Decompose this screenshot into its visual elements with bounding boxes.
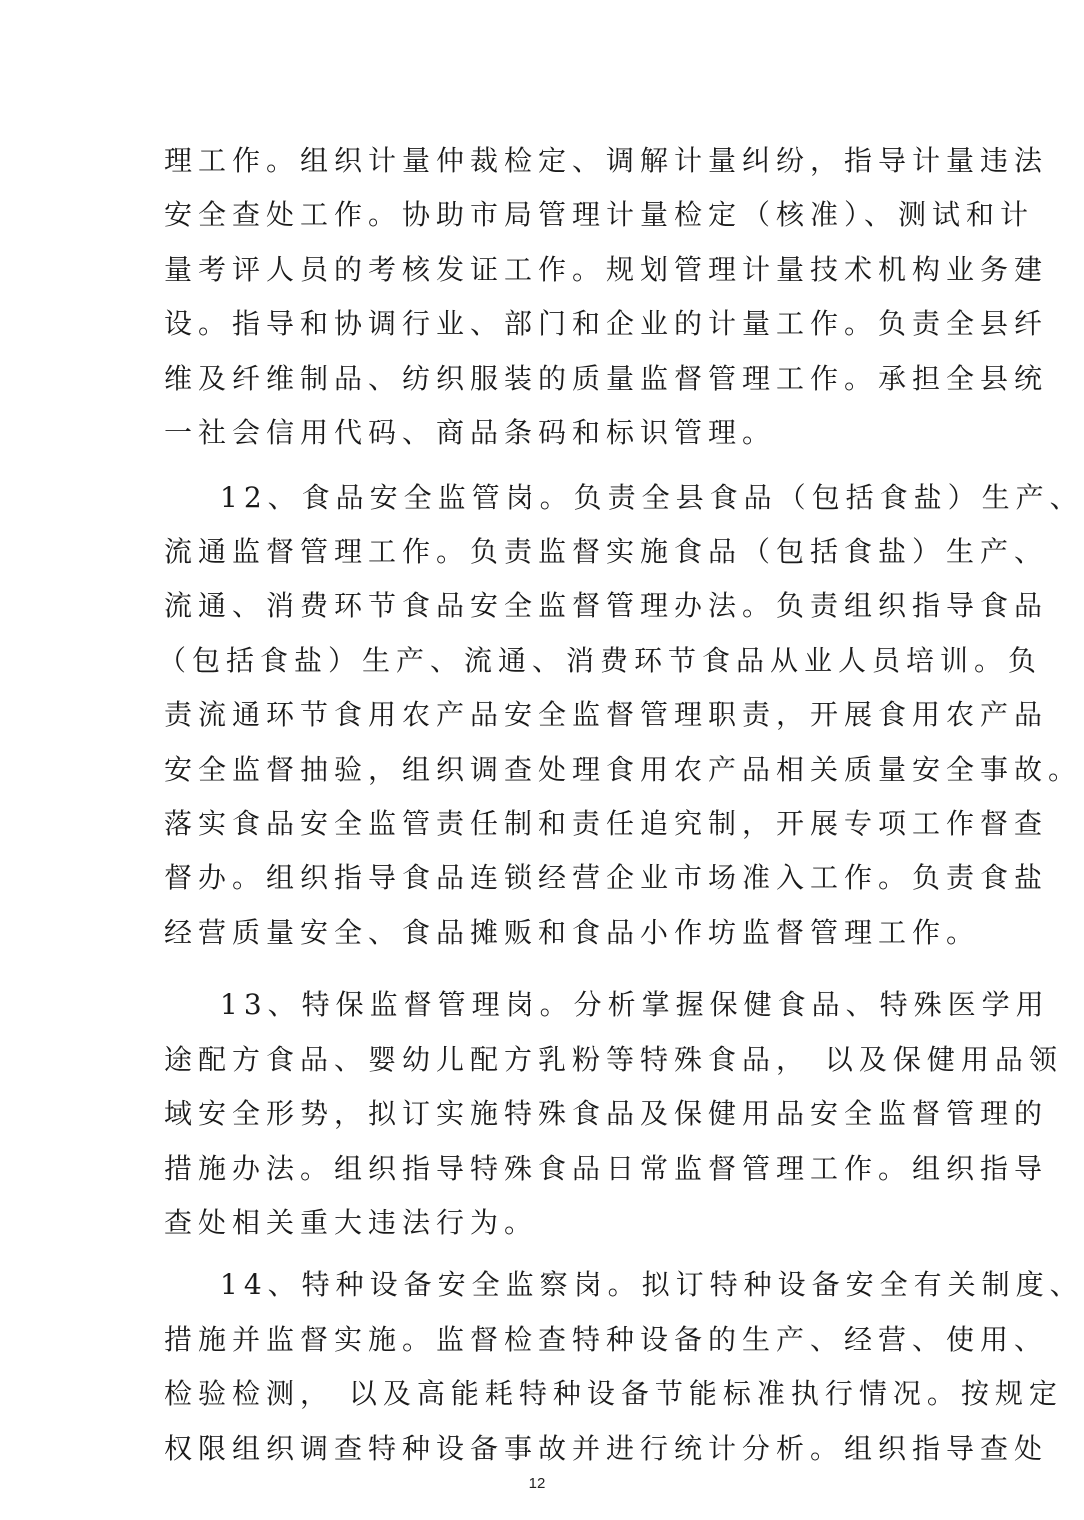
body-text-line: 一社会信用代码、商品条码和标识管理。 <box>164 416 777 449</box>
body-text-line: 落实食品安全监管责任制和责任追究制，开展专项工作督查 <box>164 807 1049 840</box>
body-text-line: 流通、消费环节食品安全监督管理办法。负责组织指导食品 <box>164 589 1049 622</box>
body-text-line: 督办。组织指导食品连锁经营企业市场准入工作。负责食盐 <box>164 861 1049 894</box>
section-12-first-line: 12、食品安全监管岗。负责全县食品（包括食盐）生产、 <box>220 481 1084 514</box>
body-text-line: 措施办法。组织指导特殊食品日常监督管理工作。组织指导 <box>164 1152 1049 1185</box>
section-13-first-line: 13、特保监督管理岗。分析掌握保健食品、特殊医学用 <box>220 988 1050 1021</box>
body-text-line: 流通监督管理工作。负责监督实施食品（包括食盐）生产、 <box>164 535 1049 568</box>
body-text-line: 维及纤维制品、纺织服装的质量监督管理工作。承担全县统 <box>164 362 1049 395</box>
body-text-line: 措施并监督实施。监督检查特种设备的生产、经营、使用、 <box>164 1323 1049 1356</box>
body-text-line: 安全监督抽验，组织调查处理食用农产品相关质量安全事故。 <box>164 753 1083 786</box>
body-text-line: 安全查处工作。协助市局管理计量检定（核准）、测试和计 <box>164 198 1035 231</box>
body-text-line: 检验检测， 以及高能耗特种设备节能标准执行情况。按规定 <box>164 1377 1063 1410</box>
body-text-line: 设。指导和协调行业、部门和企业的计量工作。负责全县纤 <box>164 307 1049 340</box>
body-text-line: 理工作。组织计量仲裁检定、调解计量纠纷，指导计量违法 <box>164 144 1049 177</box>
body-text-line: 经营质量安全、食品摊贩和食品小作坊监督管理工作。 <box>164 916 981 949</box>
section-14-first-line: 14、特种设备安全监察岗。拟订特种设备安全有关制度、 <box>220 1268 1084 1301</box>
body-text-line: 途配方食品、婴幼儿配方乳粉等特殊食品， 以及保健用品领 <box>164 1043 1063 1076</box>
body-text-line: （包括食盐）生产、流通、消费环节食品从业人员培训。负 <box>158 644 1043 677</box>
body-text-line: 域安全形势，拟订实施特殊食品及保健用品安全监督管理的 <box>164 1097 1049 1130</box>
body-text-line: 责流通环节食用农产品安全监督管理职责，开展食用农产品 <box>164 698 1049 731</box>
body-text-line: 量考评人员的考核发证工作。规划管理计量技术机构业务建 <box>164 253 1049 286</box>
body-text-line: 查处相关重大违法行为。 <box>164 1206 539 1239</box>
page-number: 12 <box>528 1475 546 1492</box>
body-text-line: 权限组织调查特种设备事故并进行统计分析。组织指导查处 <box>164 1432 1049 1465</box>
